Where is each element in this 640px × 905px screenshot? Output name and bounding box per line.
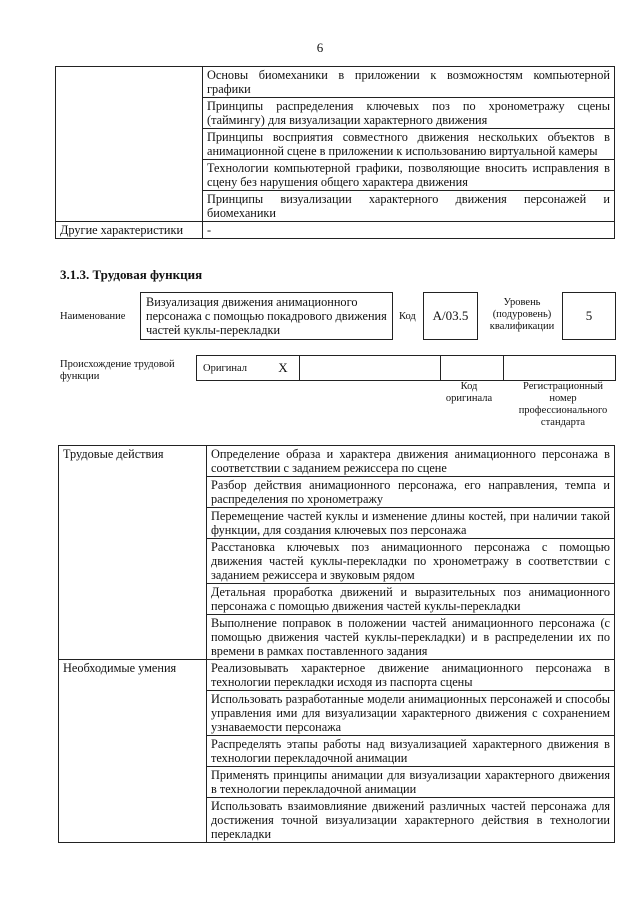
level-label: Уровень (подуровень) квалификации bbox=[489, 297, 555, 332]
borrowed-cell bbox=[300, 356, 441, 381]
actions-table bbox=[58, 445, 615, 843]
skill-row: Реализовывать характерное движение анимационного персонажа в технологии перекладки исходя из паспорта сцены bbox=[207, 660, 615, 691]
action-row: Выполнение поправок в положении частей анимационного персонажа (с помощью движения частей куклы-перекладки) и в распределении их по времени в рамках поставленного задания bbox=[207, 615, 615, 660]
code-original-cell bbox=[441, 356, 504, 381]
action-row: Расстановка ключевых поз анимационного персонажа с помощью движения частей куклы-перекладки по хронометражу в соответствии с заданием режиссера и звуковым рядом bbox=[207, 539, 615, 584]
skills-label: Необходимые умения bbox=[59, 660, 207, 843]
skill-row: Использовать взаимовлияние движений различных частей персонажа для достижения точной визуализации характерного действия в технологии перекладки bbox=[207, 798, 615, 843]
knowledge-row: Принципы восприятия совместного движения нескольких объектов в анимационной сцене в приложении к использованию виртуальной камеры bbox=[203, 129, 615, 160]
original-label: Оригинал bbox=[197, 356, 268, 381]
original-mark: X bbox=[267, 356, 300, 381]
skill-row: Распределять этапы работы над визуализацией характерного движения в технологии перекладочной анимации bbox=[207, 736, 615, 767]
knowledge-row: Основы биомеханики в приложении к возможностям компьютерной графики bbox=[203, 67, 615, 98]
reg-number-label: Регистрационный номер профессионального стандарта bbox=[518, 381, 608, 428]
skill-row: Применять принципы анимации для визуализации характерного движения в технологии перекладочной анимации bbox=[207, 767, 615, 798]
knowledge-table bbox=[55, 66, 615, 239]
knowledge-row: Технологии компьютерной графики, позволяющие вносить исправления в сцену без нарушения общего характера движения bbox=[203, 160, 615, 191]
action-row: Детальная проработка движений и выразительных поз анимационного персонажа с помощью движения частей куклы-перекладки bbox=[207, 584, 615, 615]
origin-label: Происхождение трудовой функции bbox=[60, 359, 175, 382]
reg-number-cell bbox=[504, 356, 616, 381]
code-box: A/03.5 bbox=[423, 292, 478, 340]
function-name-box: Визуализация движения анимационного персонажа с помощью покадрового движения частей куклы-перекладки bbox=[140, 292, 393, 340]
code-original-label: Код оригинала bbox=[445, 381, 493, 404]
knowledge-label-cell bbox=[56, 67, 203, 222]
action-row: Перемещение частей куклы и изменение длины костей, при наличии такой функции, для создания ключевых поз персонажа bbox=[207, 508, 615, 539]
name-label: Наименование bbox=[60, 311, 126, 322]
skill-row: Использовать разработанные модели анимационных персонажей и способы управления ими для визуализации характерного движения с сохранением узнаваемости персонажа bbox=[207, 691, 615, 736]
other-characteristics-value: - bbox=[203, 222, 615, 239]
page-number: 6 bbox=[316, 40, 324, 55]
level-box: 5 bbox=[562, 292, 616, 340]
code-label: Код bbox=[399, 311, 416, 322]
origin-row bbox=[196, 355, 616, 381]
knowledge-row: Принципы распределения ключевых поз по хронометражу сцены (таймингу) для визуализации характерного движения bbox=[203, 98, 615, 129]
actions-label: Трудовые действия bbox=[59, 446, 207, 660]
section-title: 3.1.3. Трудовая функция bbox=[60, 267, 203, 282]
action-row: Определение образа и характера движения анимационного персонажа в соответствии с заданием режиссера по сцене bbox=[207, 446, 615, 477]
other-characteristics-label: Другие характеристики bbox=[56, 222, 203, 239]
action-row: Разбор действия анимационного персонажа, его направления, темпа и распределения по хронометражу bbox=[207, 477, 615, 508]
knowledge-row: Принципы визуализации характерного движения персонажей и биомеханики bbox=[203, 191, 615, 222]
